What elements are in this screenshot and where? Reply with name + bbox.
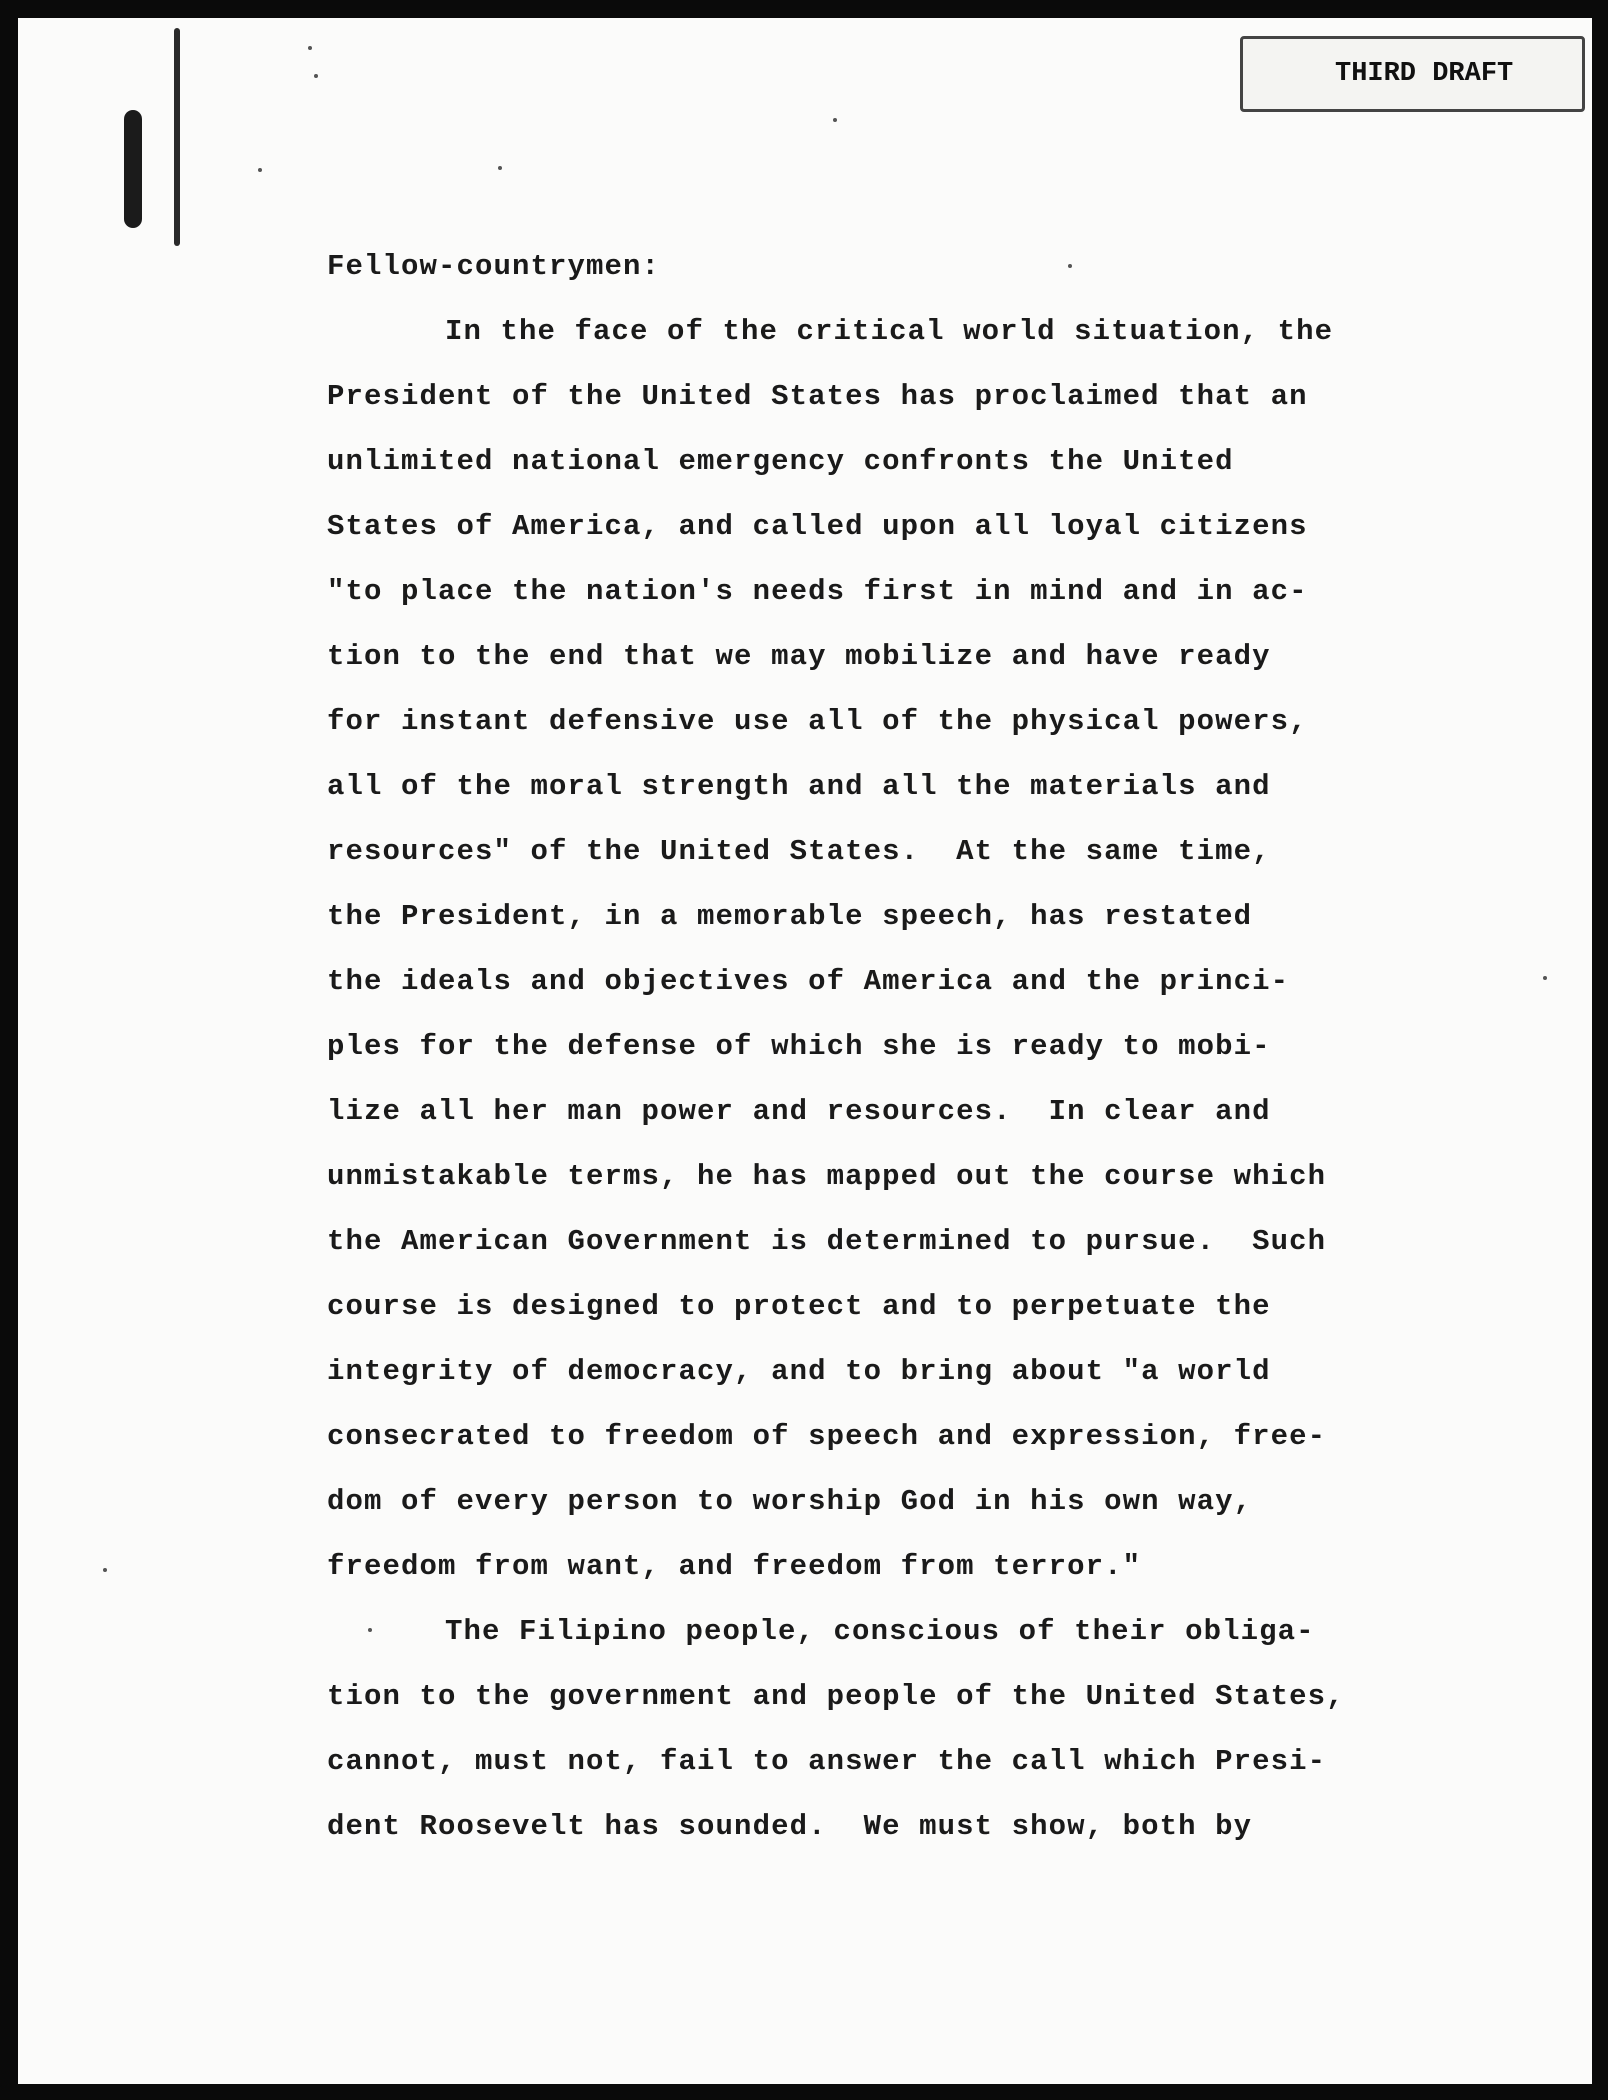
draft-stamp-label: THIRD DRAFT (1335, 59, 1514, 89)
text-line: lize all her man power and resources. In clear and (327, 1095, 1271, 1128)
speck (314, 74, 318, 78)
text-line: The Filipino people, conscious of their obliga- (445, 1615, 1315, 1648)
text-line: unmistakable terms, he has mapped out the course which (327, 1160, 1327, 1193)
draft-stamp (1240, 36, 1585, 112)
speck (258, 168, 262, 172)
text-line: resources" of the United States. At the same time, (327, 835, 1271, 868)
text-line: for instant defensive use all of the physical powers, (327, 705, 1308, 738)
text-line: tion to the end that we may mobilize and have ready (327, 640, 1271, 673)
speck (1068, 264, 1072, 268)
text-line: integrity of democracy, and to bring about "a world (327, 1355, 1271, 1388)
text-line: consecrated to freedom of speech and expression, free- (327, 1420, 1327, 1453)
speck (368, 1628, 372, 1632)
text-line: freedom from want, and freedom from terror." (327, 1550, 1142, 1583)
document-page (18, 18, 1592, 2084)
text-line: unlimited national emergency confronts the United (327, 445, 1234, 478)
speck (833, 118, 837, 122)
text-line: President of the United States has proclaimed that an (327, 380, 1308, 413)
text-line: dent Roosevelt has sounded. We must show, both by (327, 1810, 1253, 1843)
text-line: States of America, and called upon all loyal citizens (327, 510, 1308, 543)
text-line: tion to the government and people of the United States, (327, 1680, 1345, 1713)
speck (498, 166, 502, 170)
speck (308, 46, 312, 50)
speck (103, 1568, 107, 1572)
text-line: all of the moral strength and all the materials and (327, 770, 1271, 803)
text-line: ples for the defense of which she is ready to mobi- (327, 1030, 1271, 1063)
text-line: the ideals and objectives of America and the princi- (327, 965, 1290, 998)
text-line: course is designed to protect and to perpetuate the (327, 1290, 1271, 1323)
text-line: the American Government is determined to pursue. Such (327, 1225, 1327, 1258)
text-line: the President, in a memorable speech, has restated (327, 900, 1253, 933)
binding-line (174, 28, 180, 246)
text-line: "to place the nation's needs first in mind and in ac- (327, 575, 1308, 608)
punch-mark (124, 110, 142, 228)
text-line: cannot, must not, fail to answer the call which Presi- (327, 1745, 1327, 1778)
text-line: In the face of the critical world situation, the (445, 315, 1334, 348)
salutation: Fellow-countrymen: (327, 250, 661, 283)
text-line: dom of every person to worship God in his own way, (327, 1485, 1253, 1518)
speck (1543, 976, 1547, 980)
